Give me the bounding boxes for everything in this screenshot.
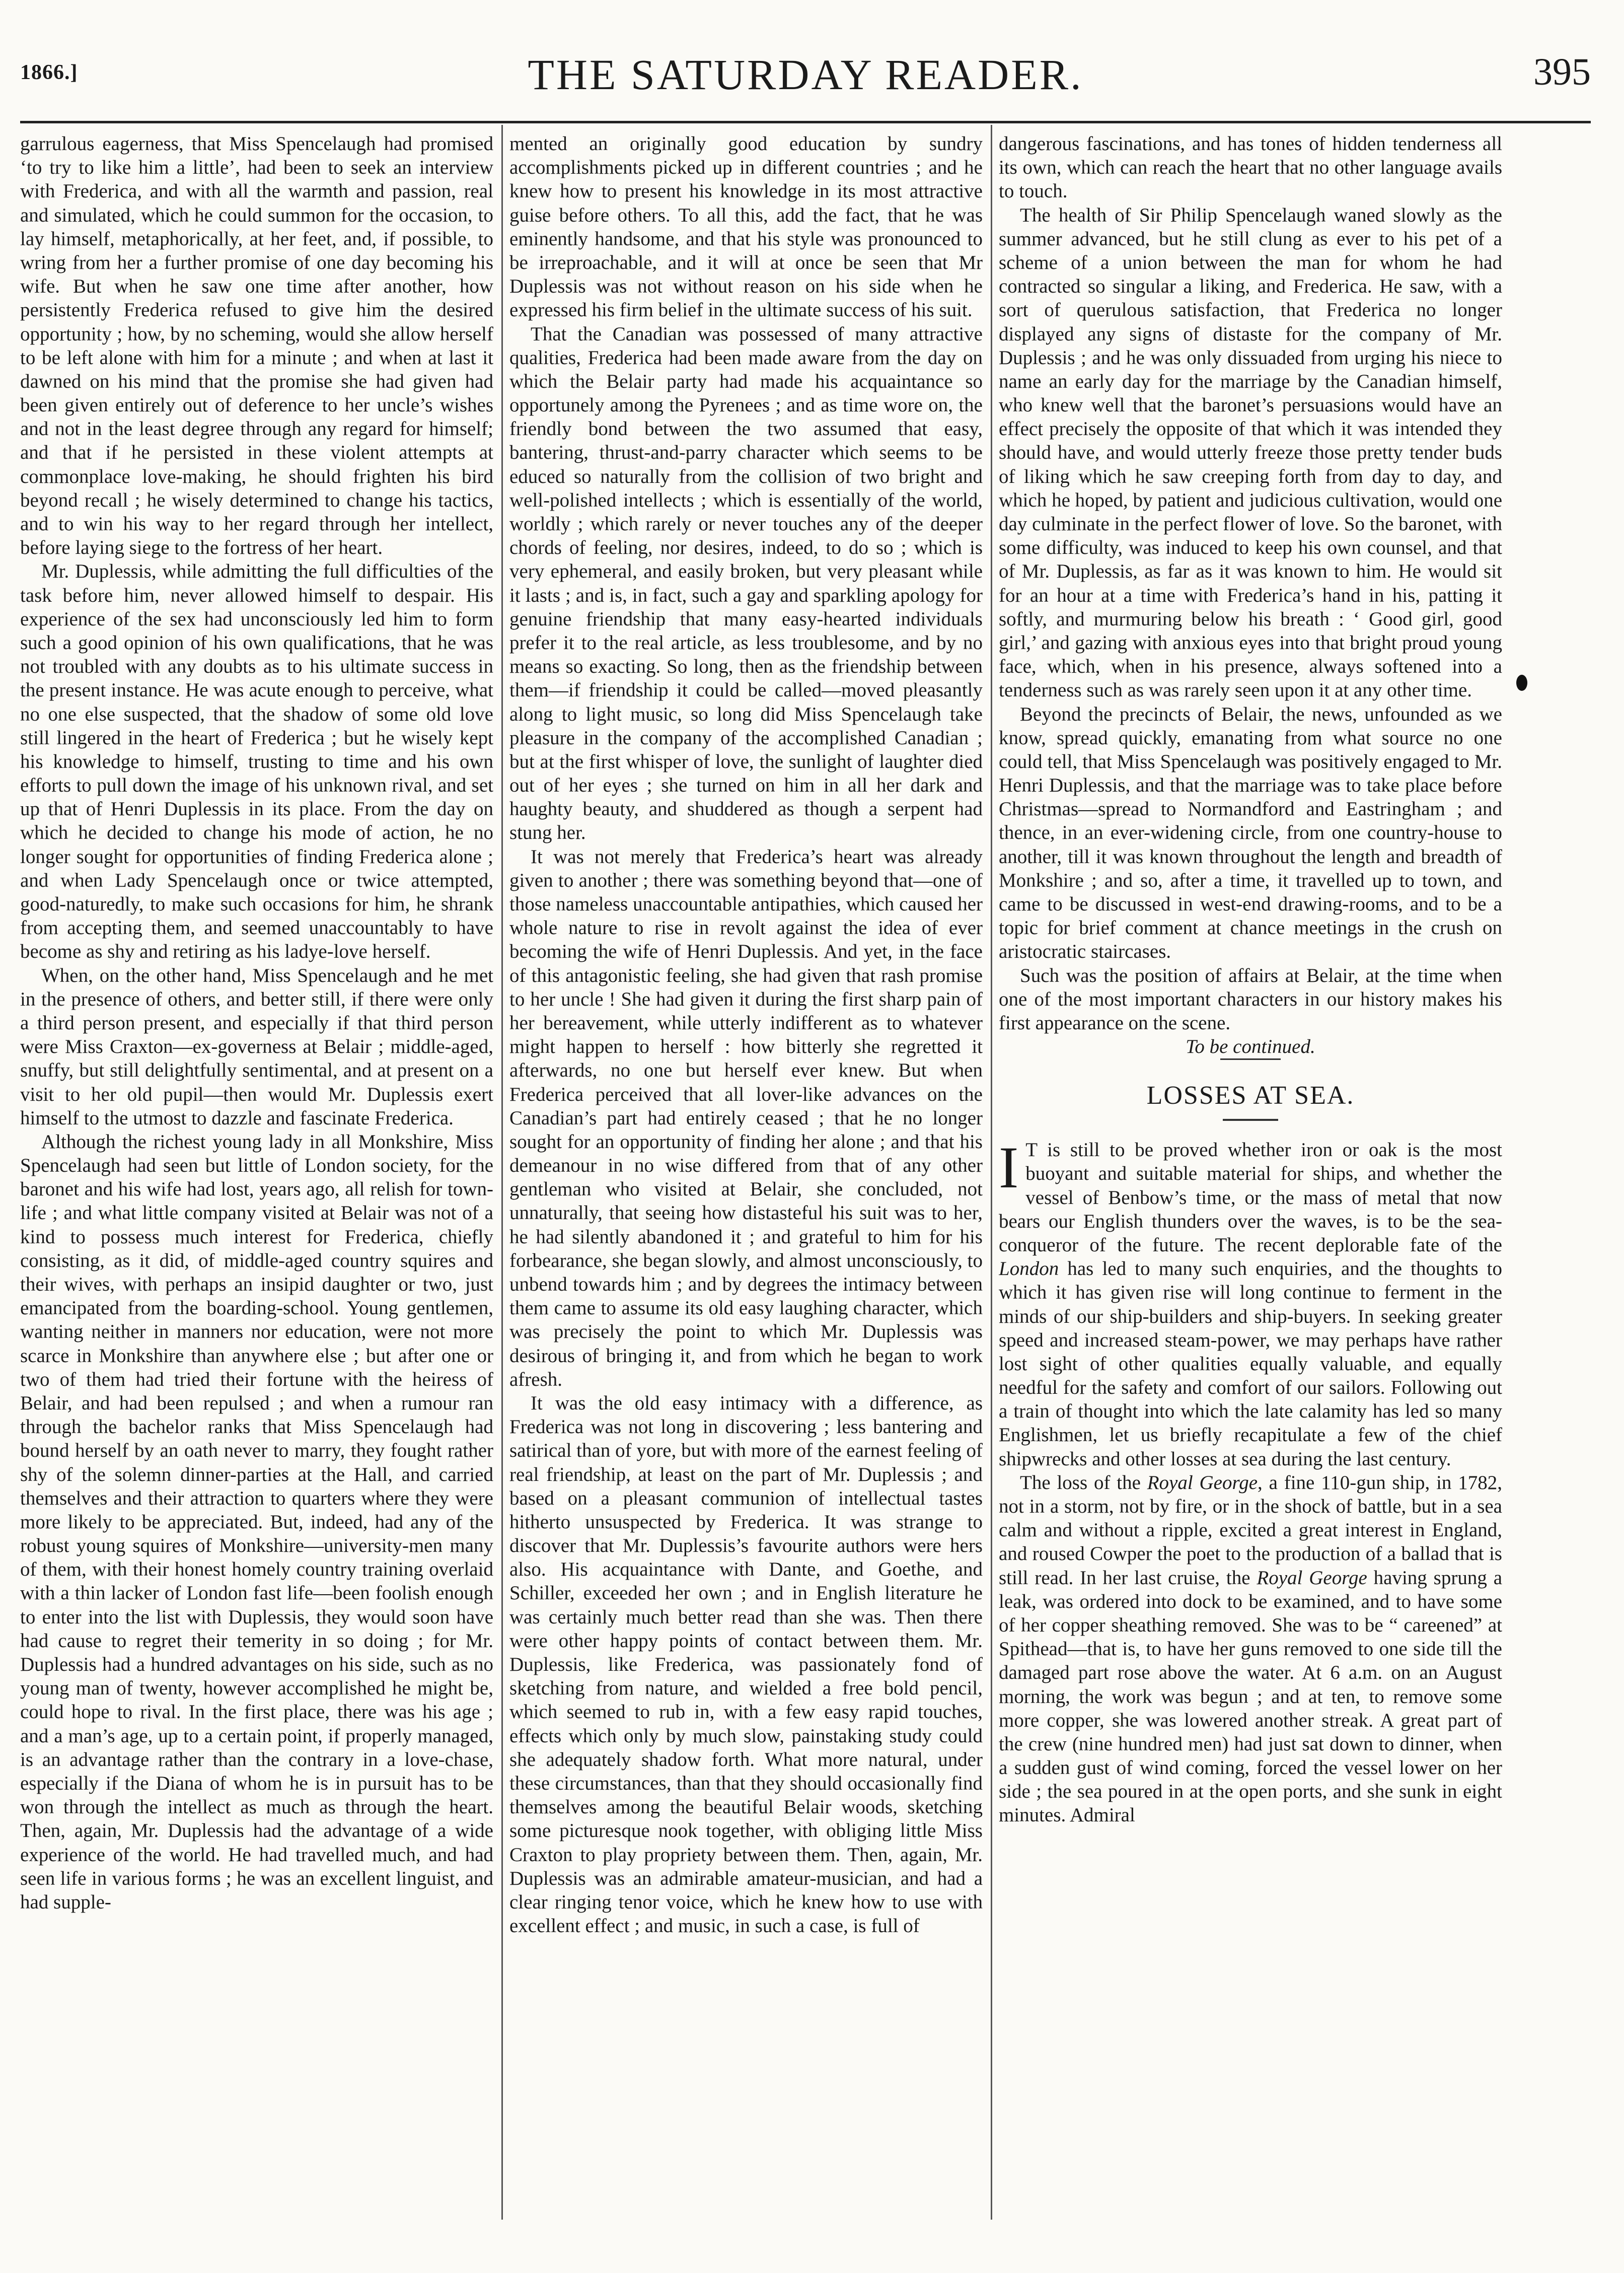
ship-name: Royal George: [1257, 1567, 1367, 1589]
paragraph: It was the old easy intimacy with a difference, as Frederica was not long in discovering ; less bantering and satirical than of yore, but with more of the earnest feeling of real friendship, at least on the part of Mr. Duplessis ; and based on a pleasant communion of intellectual tastes hitherto unsuspected by Frederica. It was strange to discover that Mr. Duplessis’s favourite authors were hers also. His acquaintance with Dante, and Goethe, and Schiller, exceeded her own ; and in English literature he was certainly much better read than she was. Then there were other happy points of contact between them. Mr. Duplessis, like Frederica, was passionately fond of sketching from nature, and wielded a free bold pencil, which seemed to rub in, with a few easy rapid touches, effects which only by much slow, painstaking study could she adequately shadow forth. What more natural, under these circumstances, than that they should occasionally find themselves among the beautiful Belair woods, sketching some picturesque nook together, with obliging little Miss Craxton to play propriety between them. Then, again, Mr. Duplessis was an admirable amateur-musician, and had a clear ringing tenor voice, which he knew how to use with excellent effect ; and music, in such a case, is full of: [509, 1392, 983, 1937]
title-rule: [1223, 1119, 1278, 1121]
page-header: [20, 14, 1591, 125]
text-column-1: [20, 132, 493, 2222]
header-rule: [20, 121, 1591, 123]
section-separator: [1220, 1058, 1281, 1060]
paragraph: Beyond the precincts of Belair, the news, unfounded as we know, spread quickly, emanating from what source no one could tell, that Miss Spencelaugh was positively engaged to Mr. Henri Duplessis, and that the marriage was to take place before Christmas—spread to Normandford and Eastringham ; and thence, in an ever-widening circle, from one country-house to another, till it was known throughout the length and breadth of Monkshire ; and so, after a time, it travelled up to town, and came to be discussed in west-end drawing-rooms, and to be a topic for brief comment at chance meetings in the crush on aristocratic staircases.: [999, 703, 1502, 963]
article-text: having sprung a leak, was ordered into dock to be examined, and to have some of her copper sheathing removed. She was to be “ careened” at Spithead—that is, to have her guns removed to one side till the damaged part rose above the water. At 6 a.m. on an August morning, the work was begun ; and at ten, to remove some more copper, she was lowered another streak. A great part of the crew (nine hundred men) had just sat down to dinner, when a sudden gust of wind coming, forced the vessel lower on her side ; the sea poured in at the open ports, and she sunk in eight minutes. Admiral: [999, 1567, 1502, 1826]
article-text: , a fine 110-gun ship, in 1782, not in a storm, not by fire, or in the shock of battle, but in a sea calm and without a ripple, excited a great interest in England, and roused Cowper the poet to the production of a ballad that is still read. In her last cruise, the: [999, 1471, 1502, 1589]
ink-blot-mark: [1516, 675, 1527, 691]
paragraph: That the Canadian was possessed of many attractive qualities, Frederica had been made aware from the day on which the Belair party had made his acquaintance so opportunely among the Pyrenees ; and as time wore on, the friendly bond between the two assumed that easy, bantering, thrust-and-parry character which seems to be educed so naturally from the collision of two bright and well-polished intellects ; which is essentially of the world, worldly ; which rarely or never touches any of the deeper chords of feeling, nor desires, indeed, to do so ; which is very ephemeral, and easily broken, but very pleasant while it lasts ; and is, in fact, such a gay and sparkling apology for genuine friendship that many easy-hearted individuals prefer it to the real article, as less troublesome, and by no means so exacting. So long, then as the friendship between them—if friendship it could be called—moved pleasantly along to light music, so long did Miss Spencelaugh take pleasure in the company of the accomplished Canadian ; but at the first whisper of love, the sunlight of laughter died out of her eyes ; she turned on him in all her dark and haughty beauty, and shuddered as though a serpent had stung her.: [509, 323, 983, 844]
publication-title: THE SATURDAY READER.: [528, 50, 1083, 99]
paragraph: When, on the other hand, Miss Spencelaugh and he met in the presence of others, and better still, if there were only a third person present, and especially if that third person were Miss Craxton—ex-governess at Belair ; middle-aged, snuffy, but still delightfully sentimental, and at present on a visit to her old pupil—then would Mr. Duplessis exert himself to the utmost to dazzle and fascinate Frederica.: [20, 964, 493, 1129]
article-text: The loss of the: [1020, 1471, 1147, 1494]
issue-date: 1866.]: [20, 61, 78, 84]
article-title: LOSSES AT SEA.: [1146, 1081, 1355, 1110]
column-divider: [991, 125, 992, 2220]
article-paragraph: [999, 1134, 1502, 1471]
page-number: 395: [1533, 51, 1591, 93]
paragraph: Although the richest young lady in all Monkshire, Miss Spencelaugh had seen but little of London society, for the baronet and his wife had lost, years ago, all relish for town-life ; and what little company visited at Belair was not of a kind to possess much interest for Frederica, chiefly consisting, as it did, of middle-aged country squires and their wives, with perhaps an insipid daughter or two, just emancipated from the boarding-school. Young gentlemen, wanting neither in manners nor education, were not more scarce in Monkshire than anywhere else ; but after one or two of them had tried their fortune with the heiress of Belair, and had been repulsed ; and when a rumour ran through the bachelor ranks that Miss Spencelaugh had bound herself by an oath never to marry, they fought rather shy of the solemn dinner-parties at the Hall, and carried themselves and their attraction to quarters where they were more likely to be appreciated. But, indeed, had any of the robust young squires of Monkshire—university-men many of them, with their honest homely country training overlaid with a thin lacker of London fast life—been foolish enough to enter into the list with Duplessis, they would soon have had cause to regret their temerity in so doing ; for Mr. Duplessis had a hundred advantages on his side, such as no young man of twenty, however accomplished he might be, could hope to rival. In the first place, there was his age ; and a man’s age, up to a certain point, if properly managed, is an advantage rather than the contrary in a love-chase, especially if the Diana of whom he is in pursuit has to be won through the intellect as much as through the heart. Then, again, Mr. Duplessis had the advantage of a wide experience of the world. He had travelled much, and had seen life in various forms ; he was an excellent linguist, and had supple-: [20, 1130, 493, 1913]
paragraph: mented an originally good education by sundry accomplishments picked up in different countries ; and he knew how to present his knowledge in its most attractive guise before others. To all this, add the fact, that he was eminently handsome, and that his style was pronounced to be irreproachable, and it will at once be seen that Mr Duplessis was not without reason on his side when he expressed his firm belief in the ultimate success of his suit.: [509, 133, 983, 321]
drop-cap: I: [999, 1134, 1019, 1201]
column-divider: [501, 125, 503, 2220]
article-text: T is still to be proved whether iron or oak is the most buoyant and suitable material for ships, and whether the vessel of Benbow’s time, or the mass of metal that now bears our English thunders over the waves, is to be the sea-conqueror of the future. The recent deplorable fate of the: [999, 1139, 1502, 1256]
ship-name: London: [999, 1258, 1059, 1280]
article-text: has led to many such enquiries, and the thoughts to which it has given rise will long continue to ferment in the minds of our ship-builders and ship-buyers. In seeking greater speed and increased steam-power, we may perhaps have rather lost sight of other qualities equally valuable, and equally needful for the safety and comfort of our sailors. Following out a train of thought into which the late calamity has led so many Englishmen, let us briefly recapitulate a few of the chief shipwrecks and other losses at sea during the last century.: [999, 1258, 1502, 1470]
paragraph: garrulous eagerness, that Miss Spencelaugh had promised ‘to try to like him a little’, had been to seek an interview with Frederica, and with all the warmth and passion, real and simulated, which he could summon for the occasion, to lay himself, metaphorically, at her feet, and, if possible, to wring from her a further promise of one day becoming his wife. But when he saw one time after another, how persistently Frederica refused to give him the desired opportunity ; how, by no scheming, would she allow herself to be left alone with him for a minute ; and when at last it dawned on his mind that the promise she had given had been given entirely out of deference to her uncle’s wishes and not in the least degree through any regard for himself; and that if he persisted in these violent attempts at commonplace love-making, he should frighten his bird beyond recall ; he wisely determined to change his tactics, and to win his way to her regard through her intellect, before laying siege to the fortress of her heart.: [20, 133, 493, 559]
article-paragraph: [999, 1471, 1502, 1827]
paragraph: dangerous fascinations, and has tones of hidden tenderness all its own, which can reach the heart that no other language avails to touch.: [999, 133, 1502, 202]
paragraph: Mr. Duplessis, while admitting the full difficulties of the task before him, never allowed himself to despair. His experience of the sex had unconsciously led him to form such a good opinion of his own qualifications, that he was not troubled with any doubts as to his ultimate success in the present instance. He was acute enough to perceive, what no one else suspected, that the shadow of some old love still lingered in the heart of Frederica ; but he wisely kept his knowledge to himself, trusting to time and his own efforts to pull down the image of his unknown rival, and set up that of Henri Duplessis in its place. From the day on which he decided to change his mode of action, he no longer sought for opportunities of finding Frederica alone ; and when Lady Spencelaugh once or twice attempted, good-naturedly, to make such occasions for him, he shrank from accepting them, and seemed unaccountably to have become as shy and retiring as his ladye-love herself.: [20, 560, 493, 963]
text-column-3: [999, 132, 1502, 2222]
text-column-2: [509, 132, 983, 2222]
to-be-continued-note: To be continued.: [1186, 1036, 1315, 1058]
paragraph: It was not merely that Frederica’s heart was already given to another ; there was something beyond that—one of those nameless unaccountable antipathies, which caused her whole nature to rise in revolt against the idea of ever becoming the wife of Henri Duplessis. And yet, in the face of this antagonistic feeling, she had given that rash promise to her uncle ! She had given it during the first sharp pain of her bereavement, while utterly indifferent as to whatever might happen to herself : how bitterly she regretted it afterwards, no one but herself ever knew. But when Frederica perceived that all lover-like advances on the Canadian’s part had entirely ceased ; that he no longer sought for an opportunity of finding her alone ; and that his demeanour in no wise differed from that of any other gentleman who visited at Belair, she concluded, not unnaturally, that seeing how distasteful his suit was to her, he had silently abandoned it ; and grateful to him for his forbearance, she began slowly, and almost unconsciously, to unbend towards him ; and by degrees the intimacy between them came to assume its old easy laughing character, which was precisely the point to which Mr. Duplessis was desirous of bringing it, and from which he began to work afresh.: [509, 845, 983, 1390]
ship-name: Royal George: [1147, 1471, 1258, 1494]
paragraph: The health of Sir Philip Spencelaugh waned slowly as the summer advanced, but he still clung as ever to his pet of a scheme of a union between the man for whom he had contracted so singular a liking, and Frederica. He saw, with a sort of querulous satisfaction, that Frederica no longer displayed any signs of distaste for the company of Mr. Duplessis ; and he was only dissuaded from urging his niece to name an early day for the marriage by the Canadian himself, who knew well that the baronet’s persuasions would have an effect precisely the opposite of that which it was intended they should have, and would utterly freeze those pretty tender buds of liking which he saw creeping forth from day to day, and which he hoped, by patient and judicious cultivation, would one day culminate in the perfect flower of love. So the baronet, with some difficulty, was induced to keep his own counsel, and that of Mr. Duplessis, as far as it was known to him. He would sit for an hour at a time with Frederica’s hand in his, patting it softly, and murmuring below his breath : ‘ Good girl, good girl,’ and gazing with anxious eyes into that bright proud young face, which, when in his presence, always softened into a tenderness such as was rarely seen upon it at any other time.: [999, 204, 1502, 701]
paragraph: Such was the position of affairs at Belair, at the time when one of the most important characters in our history makes his first appearance on the scene.: [999, 964, 1502, 1034]
